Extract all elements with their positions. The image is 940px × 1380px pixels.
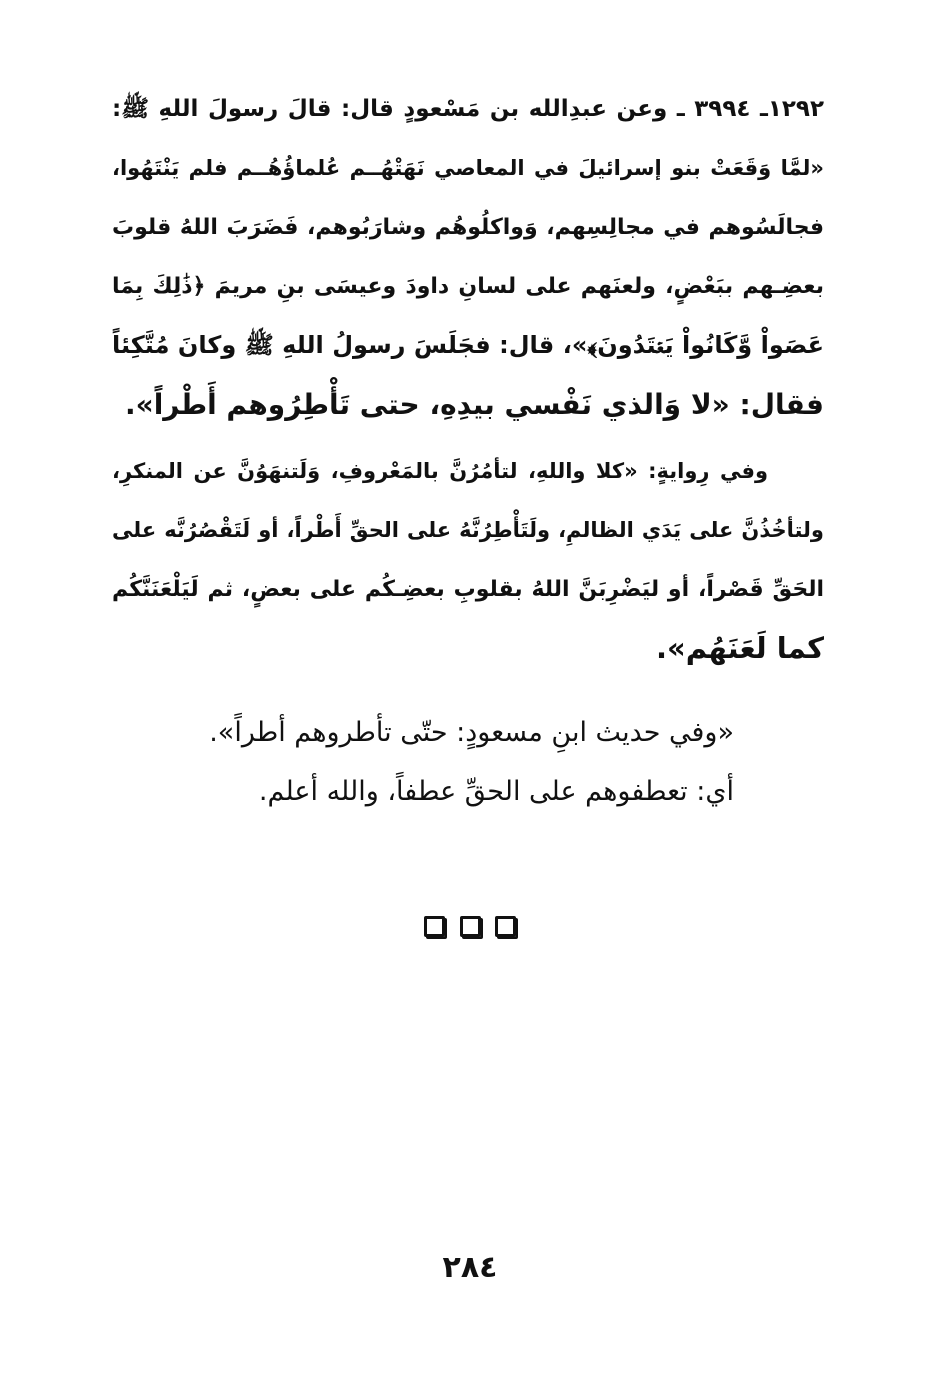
riwaya-line-last: كما لَعَنَهُم».: [655, 631, 824, 665]
hadith-line: ١٢٩٢ـ ٣٩٩٤ ـ وعن عبدِالله بن مَسْعودٍ قال: قالَ رسولَ اللهِ ﷺ:: [112, 96, 824, 122]
riwaya-paragraph: [112, 442, 824, 678]
square-ornament-icon: [424, 916, 445, 937]
hadith-line: بعضِـهم ببَعْضٍ، ولعنَهم على لسانِ داودَ وعيسَى بنِ مريمَ ﴿ذَٰلِكَ بِمَا: [112, 274, 824, 299]
hadith-line: عَصَواْ وَّكَانُواْ يَعۡتَدُونَ﴾»، قال: فجَلَسَ رسولُ اللهِ ﷺ وكانَ مُتَّكِئاً: [112, 331, 824, 359]
square-ornament-icon: [460, 916, 481, 937]
riwaya-line: الحَقِّ قَصْراً، أو ليَضْرِبَنَّ اللهُ بقلوبِ بعضِـكُم على بعضٍ، ثم لَيَلْعَنَنَّكُم: [112, 577, 824, 602]
hadith-line-last: فقال: «لا وَالذي نَفْسي بيدِهِ، حتى تَأْطِرُوهم أَطْراً».: [124, 388, 824, 421]
square-ornament-icon: [495, 916, 516, 937]
explanation-note: «وفي حديث ابنِ مسعودٍ: حتّى تأطروهم أطراً».: [209, 717, 734, 748]
page-number: ٢٨٤: [442, 1250, 498, 1285]
explanation-note: أي: تعطفوهم على الحقِّ عطفاً، والله أعلم.: [258, 776, 734, 807]
riwaya-line: وفي رِوايةٍ: «كلا واللهِ، لتأمُرُنَّ بالمَعْروفِ، وَلَتنهَوُنَّ عن المنكرِ،: [112, 459, 768, 483]
hadith-line: «لمَّا وَقَعَتْ بنو إسرائيلَ في المعاصي نَهَتْهُــم عُلماؤُهُــم فلم يَنْتَهُوا،: [112, 156, 824, 180]
riwaya-line: ولتأخُذُنَّ على يَدَي الظالمِ، ولَتَأْطِرُنَّهُ على الحقِّ أَطْراً، أو لَتَقْصُرُنَّه على: [112, 518, 824, 542]
section-separator: [424, 914, 516, 938]
hadith-line: فجالَسُوهم في مجالِسِهم، وَواكلُوهُم وشارَبُوهم، فَضَرَبَ اللهُ قلوبَ: [112, 215, 824, 240]
hadith-paragraph: [112, 80, 824, 434]
